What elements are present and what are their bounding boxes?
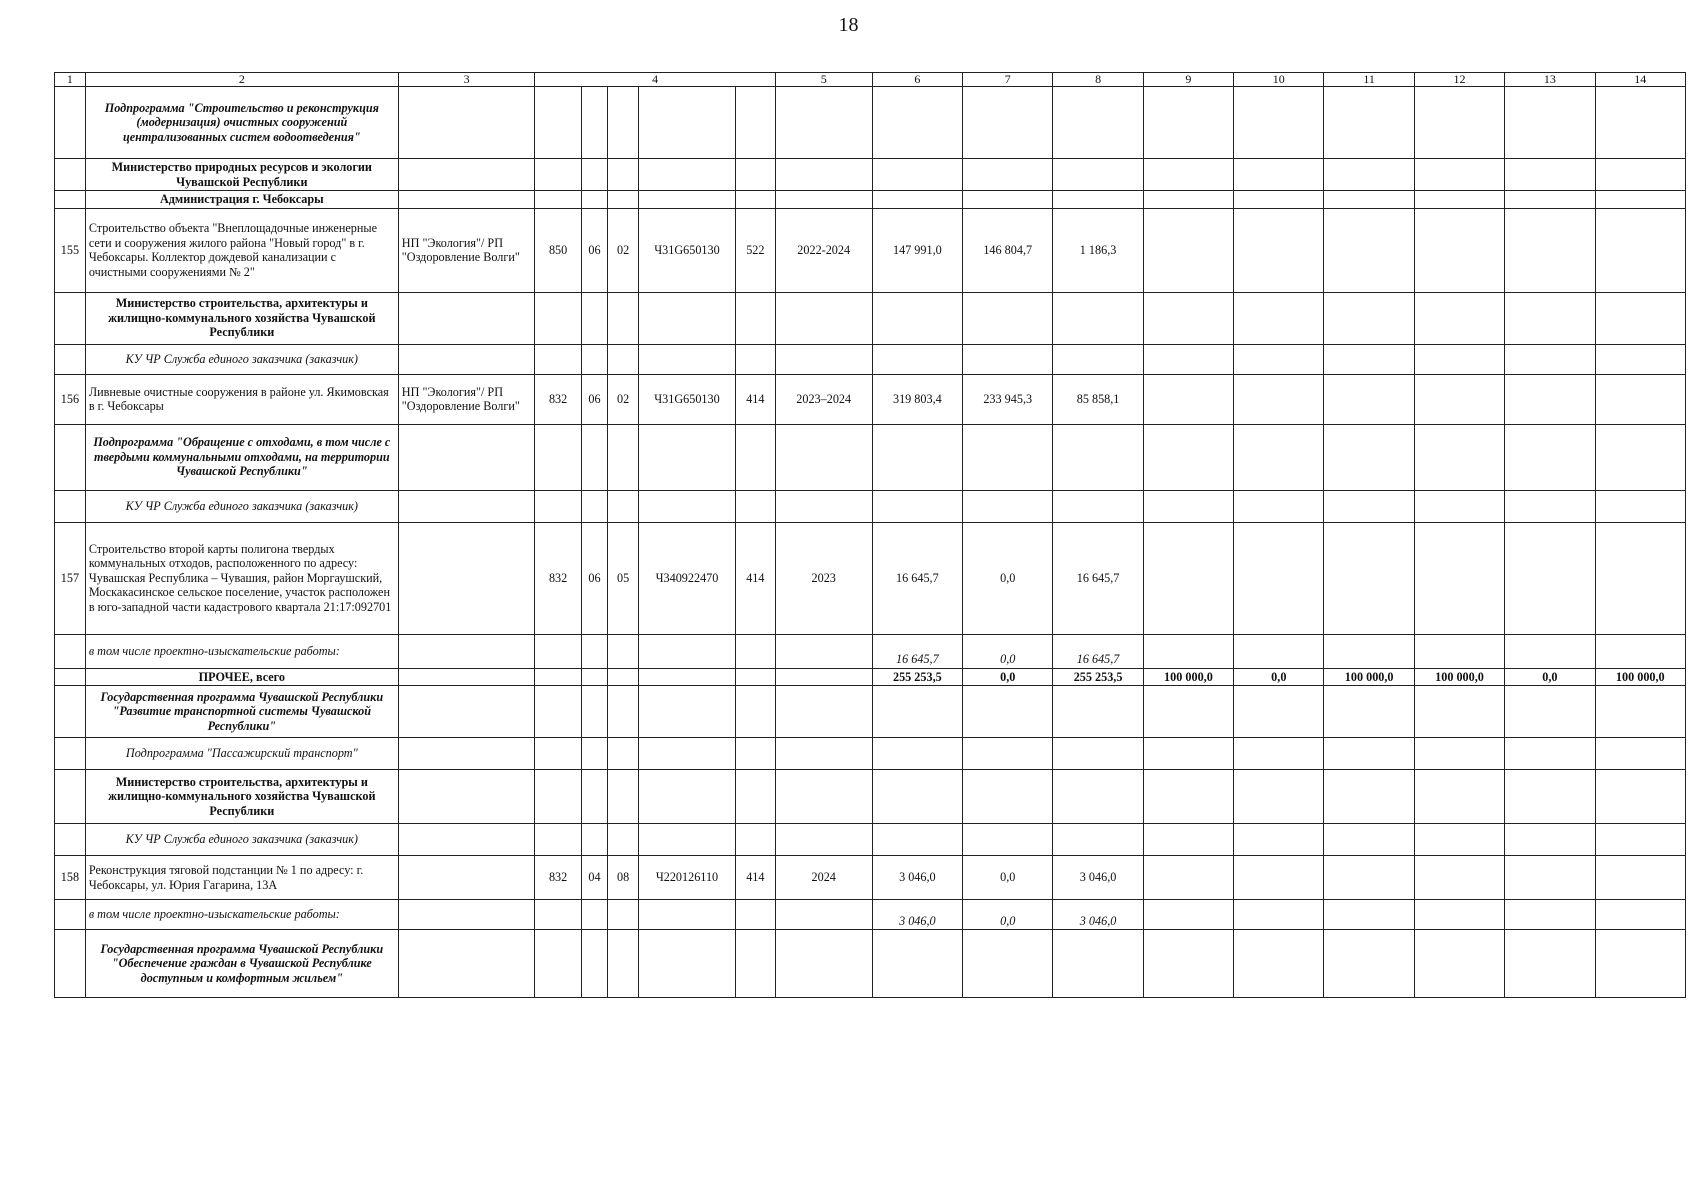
rz-code: 06 [581,374,607,424]
csr-code: Ч31G650130 [639,374,736,424]
table-row [55,344,1686,374]
table-row [55,208,1686,292]
value-col-6: 3 046,0 [872,856,962,900]
col-header-1: 1 [55,73,86,87]
csr-code: Ч220126110 [639,856,736,900]
value-col-6: 16 645,7 [872,634,962,668]
row-number: 155 [55,208,86,292]
value-col-14: 100 000,0 [1595,668,1685,686]
project-name: НП "Экология"/ РП "Оздоровление Волги" [398,208,535,292]
value-col-6: 319 803,4 [872,374,962,424]
vr-code: 414 [735,374,775,424]
col-header-2: 2 [85,73,398,87]
budget-table [54,72,1686,998]
ministry-title: Министерство природных ресурсов и экологии Чувашской Республики [85,159,398,191]
table-row [55,686,1686,738]
object-name: Строительство объекта "Внеплощадочные инженерные сети и сооружения жилого района "Новый город" в г. Чебоксары. Коллектор дождевой канализации с очистными сооружениями № 2" [85,208,398,292]
value-col-6: 147 991,0 [872,208,962,292]
value-col-7: 0,0 [963,856,1053,900]
customer-title: КУ ЧР Служба единого заказчика (заказчик) [85,490,398,522]
table-row [55,634,1686,668]
grbs-code: 850 [535,208,581,292]
col-header-10: 10 [1234,73,1324,87]
pr-code: 02 [608,374,639,424]
value-col-7: 233 945,3 [963,374,1053,424]
value-col-11: 100 000,0 [1324,668,1414,686]
col-header-5: 5 [775,73,872,87]
value-col-7: 0,0 [963,668,1053,686]
value-col-7: 146 804,7 [963,208,1053,292]
table-row [55,374,1686,424]
col-header-9: 9 [1143,73,1233,87]
period: 2022-2024 [775,208,872,292]
table-row [55,738,1686,770]
col-header-14: 14 [1595,73,1685,87]
program-title: Государственная программа Чувашской Республики "Обеспечение граждан в Чувашской Республике доступным и комфортным жильем" [85,930,398,998]
vr-code: 414 [735,522,775,634]
period: 2023 [775,522,872,634]
pr-code: 05 [608,522,639,634]
value-col-8: 3 046,0 [1053,856,1143,900]
value-col-13: 0,0 [1505,668,1595,686]
table-row [55,191,1686,209]
table-row [55,490,1686,522]
col-header-13: 13 [1505,73,1595,87]
table-row [55,292,1686,344]
ministry-title: Министерство строительства, архитектуры и жилищно-коммунального хозяйства Чувашской Республики [85,292,398,344]
pr-code: 08 [608,856,639,900]
table-row [55,900,1686,930]
including-label: в том числе проектно-изыскательские работы: [85,900,398,930]
table-row [55,824,1686,856]
value-col-8: 255 253,5 [1053,668,1143,686]
including-label: в том числе проектно-изыскательские работы: [85,634,398,668]
col-header-6: 6 [872,73,962,87]
rz-code: 06 [581,208,607,292]
col-header-3: 3 [398,73,535,87]
total-row [55,668,1686,686]
table-row [55,87,1686,159]
period: 2023–2024 [775,374,872,424]
csr-code: Ч340922470 [639,522,736,634]
vr-code: 414 [735,856,775,900]
customer-title: КУ ЧР Служба единого заказчика (заказчик) [85,824,398,856]
ministry-title: Министерство строительства, архитектуры и жилищно-коммунального хозяйства Чувашской Республики [85,770,398,824]
csr-code: Ч31G650130 [639,208,736,292]
value-col-7: 0,0 [963,634,1053,668]
value-col-6: 3 046,0 [872,900,962,930]
table-row [55,856,1686,900]
value-col-8: 16 645,7 [1053,634,1143,668]
subprogram-title: Подпрограмма "Пассажирский транспорт" [85,738,398,770]
pr-code: 02 [608,208,639,292]
page-number: 18 [838,14,859,36]
table-row [55,424,1686,490]
object-name: Строительство второй карты полигона твердых коммунальных отходов, расположенного по адресу: Чувашская Республика – Чувашия, район Моргаушский, Москакасинское сельское поселение, участок расположен в юго-западной части кадастрового квартала 21:17:092701 [85,522,398,634]
value-col-9: 100 000,0 [1143,668,1233,686]
col-header-4: 4 [535,73,775,87]
total-label: ПРОЧЕЕ, всего [85,668,398,686]
grbs-code: 832 [535,522,581,634]
col-header-11: 11 [1324,73,1414,87]
subprogram-title: Подпрограмма "Строительство и реконструкция (модернизация) очистных сооружений централизованных систем водоотведения" [85,87,398,159]
object-name: Ливневые очистные сооружения в районе ул. Якимовская в г. Чебоксары [85,374,398,424]
vr-code: 522 [735,208,775,292]
value-col-6: 16 645,7 [872,522,962,634]
row-number: 156 [55,374,86,424]
col-header-7: 7 [963,73,1053,87]
col-header-8: 8 [1053,73,1143,87]
value-col-7: 0,0 [963,900,1053,930]
grbs-code: 832 [535,856,581,900]
value-col-8: 1 186,3 [1053,208,1143,292]
table-row [55,930,1686,998]
value-col-8: 85 858,1 [1053,374,1143,424]
grbs-code: 832 [535,374,581,424]
row-number: 158 [55,856,86,900]
table-row [55,522,1686,634]
program-title: Государственная программа Чувашской Республики "Развитие транспортной системы Чувашской Республики" [85,686,398,738]
value-col-12: 100 000,0 [1414,668,1504,686]
object-name: Реконструкция тяговой подстанции № 1 по адресу: г. Чебоксары, ул. Юрия Гагарина, 13А [85,856,398,900]
table-row [55,159,1686,191]
period: 2024 [775,856,872,900]
table-row [55,770,1686,824]
value-col-6: 255 253,5 [872,668,962,686]
column-number-row [55,73,1686,87]
col-header-12: 12 [1414,73,1504,87]
project-name: НП "Экология"/ РП "Оздоровление Волги" [398,374,535,424]
customer-title: КУ ЧР Служба единого заказчика (заказчик) [85,344,398,374]
value-col-10: 0,0 [1234,668,1324,686]
rz-code: 06 [581,522,607,634]
row-number: 157 [55,522,86,634]
value-col-8: 3 046,0 [1053,900,1143,930]
subprogram-title: Подпрограмма "Обращение с отходами, в том числе с твердыми коммунальными отходами, на территории Чувашской Республики" [85,424,398,490]
value-col-8: 16 645,7 [1053,522,1143,634]
administration-title: Администрация г. Чебоксары [85,191,398,209]
rz-code: 04 [581,856,607,900]
value-col-7: 0,0 [963,522,1053,634]
